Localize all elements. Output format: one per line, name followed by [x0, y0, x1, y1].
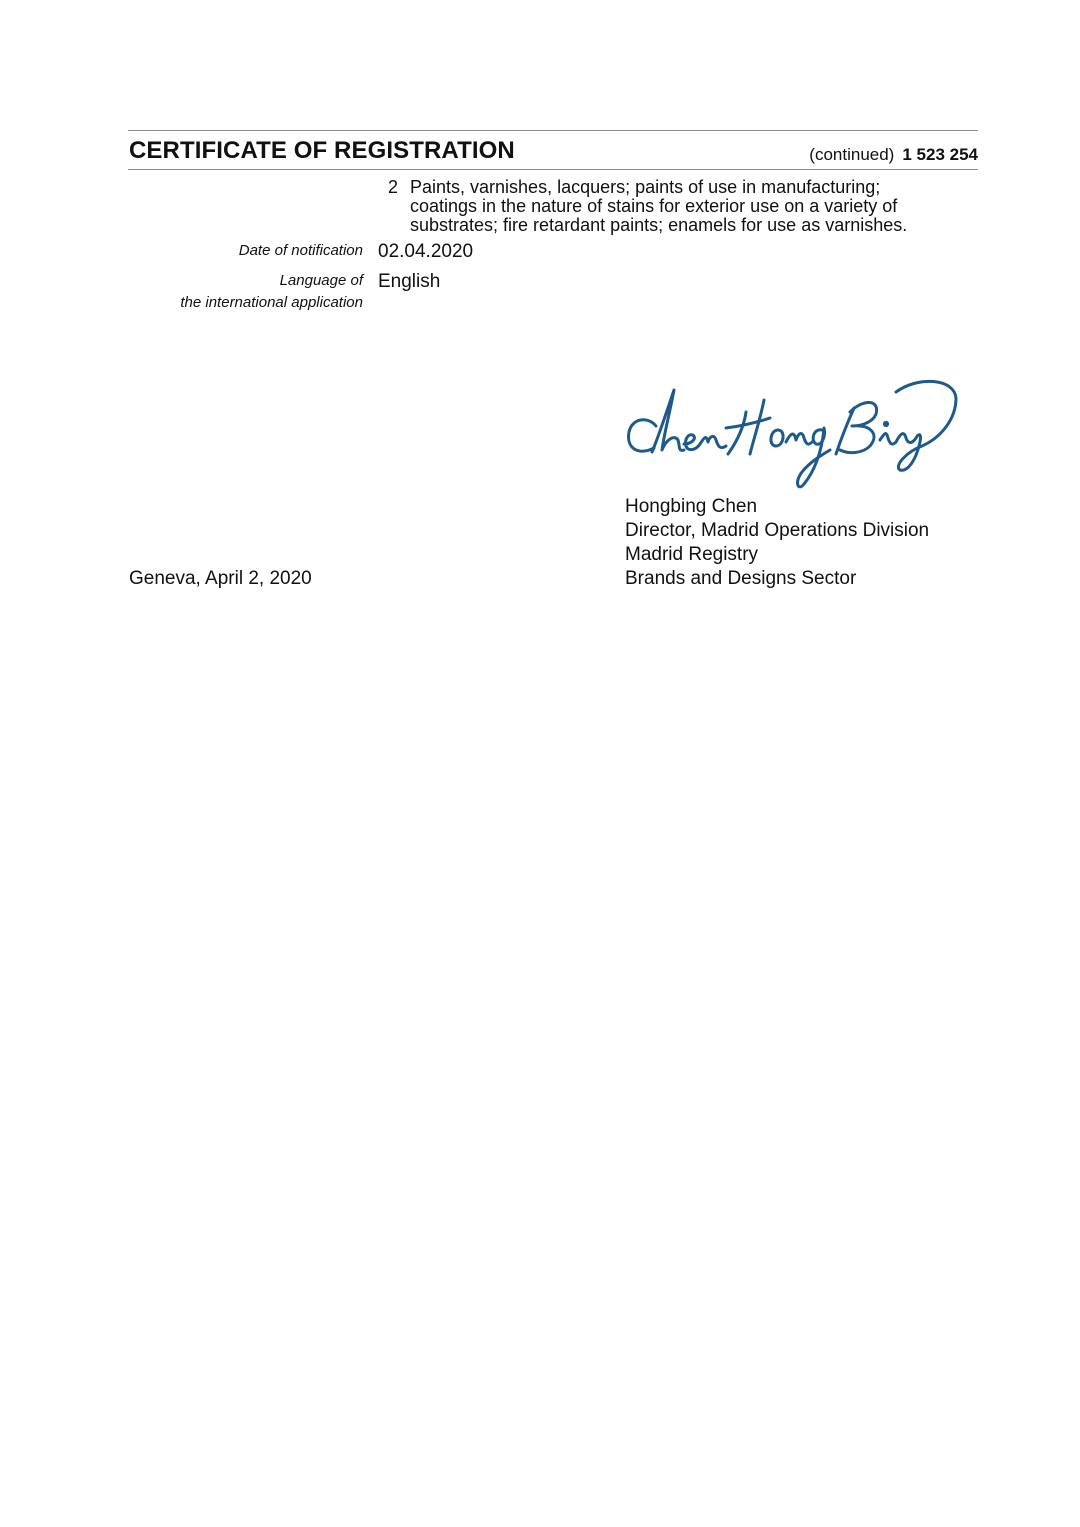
notification-date-value: 02.04.2020	[378, 241, 474, 262]
signatory-name: Hongbing Chen	[625, 496, 758, 517]
notification-date-label: Date of notification	[238, 242, 363, 259]
goods-line: Paints, varnishes, lacquers; paints of use in manufacturing;	[410, 177, 881, 197]
place-and-date: Geneva, April 2, 2020	[129, 568, 312, 589]
language-value: English	[378, 271, 441, 292]
signatory-sector: Brands and Designs Sector	[625, 568, 857, 589]
goods-line: substrates; fire retardant paints; enamels for use as varnishes.	[410, 215, 908, 235]
handwritten-signature	[618, 368, 963, 493]
language-label	[180, 270, 363, 314]
class-number: 2	[388, 177, 399, 197]
registration-number: 1 523 254	[902, 145, 978, 164]
signatory-block	[625, 495, 929, 591]
language-label-line: Language of	[279, 272, 363, 289]
certificate-title: CERTIFICATE OF REGISTRATION	[129, 137, 515, 164]
goods-class-entry	[388, 178, 978, 235]
continued-label: (continued)	[809, 145, 895, 164]
signatory-title: Director, Madrid Operations Division	[625, 520, 930, 541]
header-registration-info	[809, 145, 978, 165]
goods-description	[410, 178, 978, 235]
signatory-registry: Madrid Registry	[625, 544, 759, 565]
header-bottom-rule	[128, 169, 978, 170]
goods-line: coatings in the nature of stains for exterior use on a variety of	[410, 196, 898, 216]
header-top-rule	[128, 130, 978, 131]
language-label-line: the international application	[180, 294, 363, 311]
